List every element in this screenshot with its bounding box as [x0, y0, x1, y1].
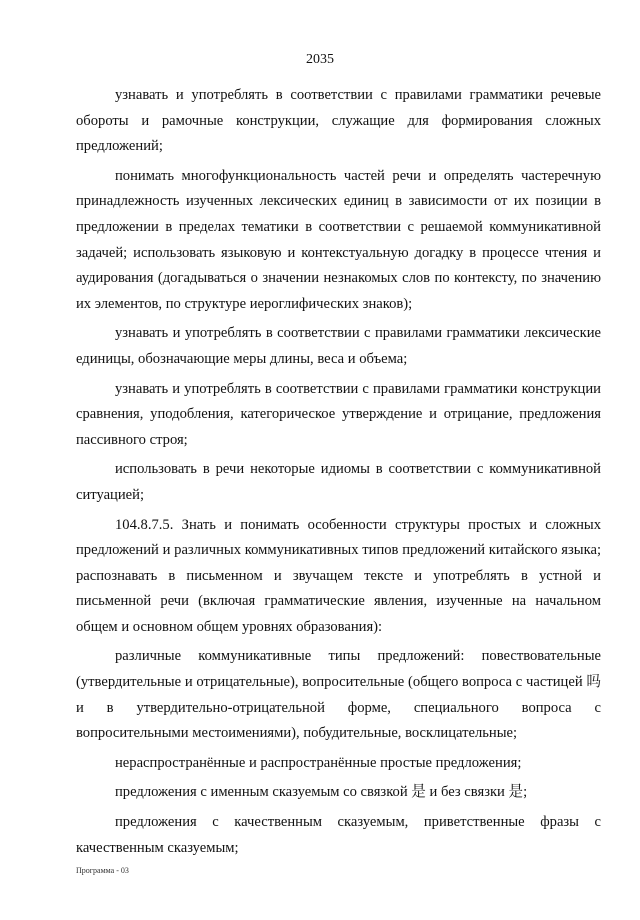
paragraph-1: узнавать и употреблять в соответствии с правилами грамматики речевые обороты и рамочные конструкции, служащие для формирования сложных предложений; [76, 87, 601, 155]
footer-note: Программа - 03 [76, 866, 129, 875]
paragraph-9: предложения с именным сказуемым со связкой 是 и без связки 是; [115, 784, 528, 801]
paragraph-8: нераспространённые и распространённые простые предложения; [115, 754, 522, 771]
paragraph-5: использовать в речи некоторые идиомы в соответствии с коммуникативной ситуацией; [76, 461, 601, 503]
paragraph-10: предложения с качественным сказуемым, приветственные фразы с качественным сказуемым; [76, 814, 601, 856]
paragraph-2: понимать многофункциональность частей речи и определять частеречную принадлежность изученных лексических единиц в зависимости от их позиции в предложении в пределах тематики в соответствии с решаемой коммуникативной задачей; использовать языковую и контекстуальную догадку в процессе чтения и аудирования (догадываться о значении незнакомых слов по контексту, по значению их элементов, по структуре иероглифических знаков); [76, 167, 601, 312]
paragraph-7: различные коммуникативные типы предложений: повествовательные (утвердительные и отрицательные), вопросительные (общего вопроса с частицей 吗 и в утвердительно-отрицательной форме, специального вопроса с вопросительными местоимениями), побудительные, восклицательные; [76, 648, 601, 742]
paragraph-4: узнавать и употреблять в соответствии с правилами грамматики конструкции сравнения, уподобления, категорическое утверждение и отрицание, предложения пассивного строя; [76, 380, 601, 448]
page-number: 2035 [306, 52, 334, 67]
paragraph-6: 104.8.7.5. Знать и понимать особенности структуры простых и сложных предложений и различных коммуникативных типов предложений китайского языка; распознавать в письменном и звучащем тексте и употреблять в устной и письменной речи (включая грамматические явления, изученные на начальном общем и основном общем уровнях образования): [76, 516, 601, 635]
document-body [76, 83, 601, 865]
paragraph-3: узнавать и употреблять в соответствии с правилами грамматики лексические единицы, обозначающие меры длины, веса и объема; [76, 325, 601, 367]
